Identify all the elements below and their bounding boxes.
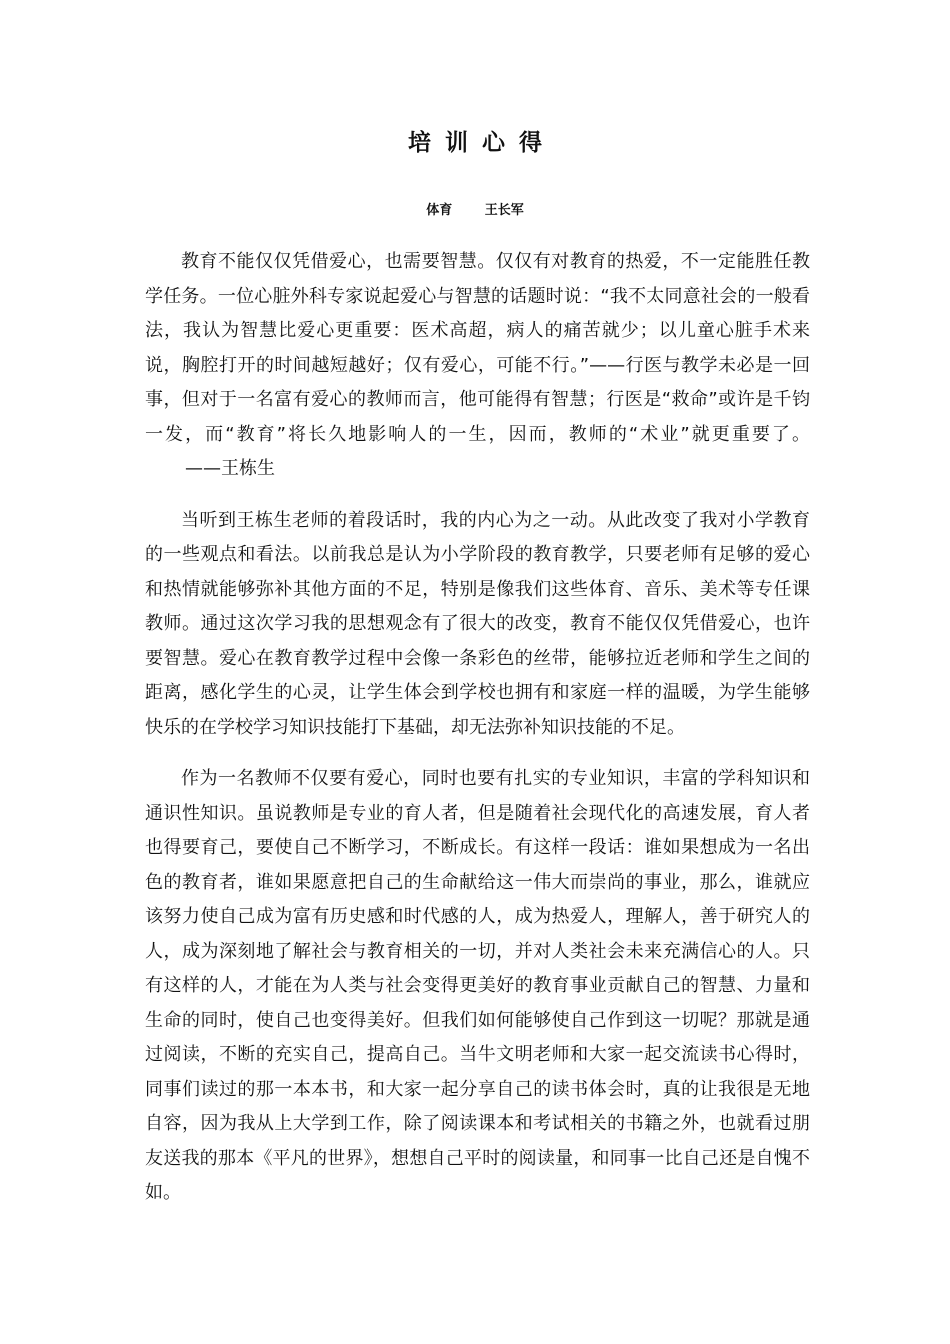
paragraph-1-text: 教育不能仅仅凭借爱心，也需要智慧。仅仅有对教育的热爱，不一定能胜任教学任务。一位心脏外科专家说起爱心与智慧的话题时说：“我不太同意社会的一般看法，我认为智慧比爱心更重要：医术高超，病人的痛苦就少；以儿童心脏手术来说，胸腔打开的时间越短越好；仅有爱心，可能不行。”——行医与教学未必是一回事，但对于一名富有爱心的教师而言，他可能得有智慧；行医是“救命”或许是千钧一发，而“教育”将长久地影响人的一生，因而，教师的“术业”就更重要了。	[145, 251, 810, 445]
byline-author: 王长军	[484, 203, 524, 218]
paragraph-3: 作为一名教师不仅要有爱心，同时也要有扎实的专业知识，丰富的学科知识和通识性知识。虽说教师是专业的育人者，但是随着社会现代化的高速发展，育人者也得要育己，要使自己不断学习，不断成长。有这样一段话：谁如果想成为一名出色的教育者，谁如果愿意把自己的生命献给这一伟大而崇尚的事业，那么，谁就应该努力使自己成为富有历史感和时代感的人，成为热爱人，理解人，善于研究人的人，成为深刻地了解社会与教育相关的一切，并对人类社会未来充满信心的人。只有这样的人，才能在为人类与社会变得更美好的教育事业贡献自己的智慧、力量和生命的同时，使自己也变得美好。但我们如何能够使自己作到这一切呢？那就是通过阅读，不断的充实自己，提高自己。当牛文明老师和大家一起交流读书心得时，同事们读过的那一本本书，和大家一起分享自己的读书体会时，真的让我很是无地自容，因为我从上大学到工作，除了阅读课本和考试相关的书籍之外，也就看过朋友送我的那本《平凡的世界》，想想自己平时的阅读量，和同事一比自己还是自愧不如。	[145, 768, 810, 1203]
paragraph-2: 当听到王栋生老师的着段话时，我的内心为之一动。从此改变了我对小学教育的一些观点和看法。以前我总是认为小学阶段的教育教学，只要老师有足够的爱心和热情就能够弥补其他方面的不足，特别是像我们这些体育、音乐、美术等专任课教师。通过这次学习我的思想观念有了很大的改变，教育不能仅仅凭借爱心，也许要智慧。爱心在教育教学过程中会像一条彩色的丝带，能够拉近老师和学生之间的距离，感化学生的心灵，让学生体会到学校也拥有和家庭一样的温暖，为学生能够快乐的在学校学习知识技能打下基础，却无法弥补知识技能的不足。	[145, 509, 810, 738]
document-title: 培训心得	[408, 130, 556, 156]
byline-department: 体育	[426, 203, 453, 218]
byline	[0, 202, 950, 220]
document-body	[145, 245, 810, 1228]
quote-attribution: ——王栋生	[185, 458, 275, 479]
paragraph-1	[145, 245, 810, 487]
